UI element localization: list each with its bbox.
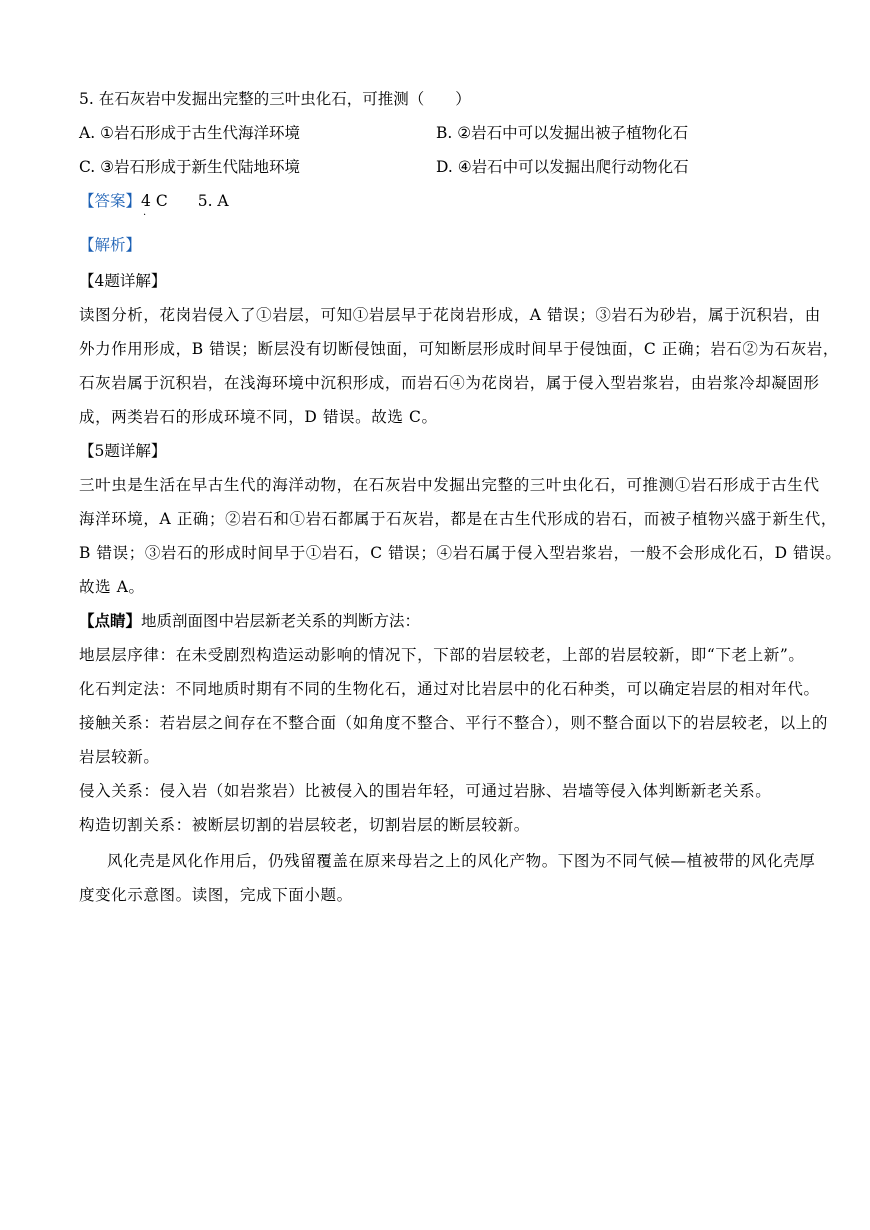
q5-detail-heading: 【5题详解】 — [79, 442, 167, 460]
q5-detail-line: 三叶虫是生活在早古生代的海洋动物，在石灰岩中发掘出完整的三叶虫化石，可推测①岩石形成于古生代 — [79, 476, 820, 494]
tip-rule-line: 地层层序律：在未受剧烈构造运动影响的情况下，下部的岩层较老，上部的岩层较新，即“下老上新”。 — [79, 646, 805, 664]
tip-rule-line: 接触关系：若岩层之间存在不整合面（如角度不整合、平行不整合），则不整合面以下的岩层较老，以上的 — [79, 714, 828, 732]
next-intro-line: 度变化示意图。读图，完成下面小题。 — [79, 886, 353, 904]
q4-detail-line: 成，两类岩石的形成环境不同，D 错误。故选 C。 — [79, 408, 438, 426]
answer-q4-value: C — [155, 192, 168, 210]
q4-detail-line: 外力作用形成，B 错误；断层没有切断侵蚀面，可知断层形成时间早于侵蚀面，C 正确；岩石②为石灰岩， — [79, 340, 840, 358]
analysis-tag: 【解析】 — [79, 236, 142, 254]
tip-heading: 【点睛】 — [79, 611, 142, 630]
q4-detail-heading: 【4题详解】 — [79, 272, 167, 290]
tip-rule-line: 构造切割关系：被断层切割的岩层较老，切割岩层的断层较新。 — [79, 816, 530, 834]
option-a: A. ①岩石形成于古生代海洋环境 — [79, 124, 300, 142]
answer-tag: 【答案】 — [79, 192, 142, 210]
tip-line — [79, 610, 420, 632]
question-5-stem: 5. 在石灰岩中发掘出完整的三叶虫化石，可推测（ ） — [79, 90, 471, 108]
q5-detail-line: 故选 A。 — [79, 578, 145, 596]
q4-detail-line: 石灰岩属于沉积岩，在浅海环境中沉积形成，而岩石④为花岗岩，属于侵入型岩浆岩，由岩浆冷却凝固形 — [79, 374, 820, 392]
next-intro-line: 风化壳是风化作用后，仍残留覆盖在原来母岩之上的风化产物。下图为不同气候—植被带的风化壳厚 — [107, 852, 816, 870]
option-d: D. ④岩石中可以发掘出爬行动物化石 — [436, 158, 689, 176]
tip-rule-line: 侵入关系：侵入岩（如岩浆岩）比被侵入的围岩年轻，可通过岩脉、岩墙等侵入体判断新老关系。 — [79, 782, 772, 800]
tip-intro: 地质剖面图中岩层新老关系的判断方法： — [141, 612, 421, 630]
q5-detail-line: B 错误；③岩石的形成时间早于①岩石，C 错误；④岩石属于侵入型岩浆岩，一般不会形成化石，D 错误。 — [79, 544, 842, 562]
answer-q4-number: 4 . — [141, 192, 151, 218]
q4-detail-line: 读图分析，花岗岩侵入了①岩层，可知①岩层早于花岗岩形成，A 错误；③岩石为砂岩，属于沉积岩，由 — [79, 306, 821, 324]
tip-rule-line: 岩层较新。 — [79, 748, 160, 766]
tip-rule-line: 化石判定法：不同地质时期有不同的生物化石，通过对比岩层中的化石种类，可以确定岩层的相对年代。 — [79, 680, 820, 698]
option-b: B. ②岩石中可以发掘出被子植物化石 — [436, 124, 689, 142]
q5-detail-line: 海洋环境，A 正确；②岩石和①岩石都属于石灰岩，都是在古生代形成的岩石，而被子植物兴盛于新生代， — [79, 510, 837, 528]
option-c: C. ③岩石形成于新生代陆地环境 — [79, 158, 301, 176]
answer-line — [79, 190, 229, 218]
answer-q5: 5. A — [197, 192, 229, 210]
